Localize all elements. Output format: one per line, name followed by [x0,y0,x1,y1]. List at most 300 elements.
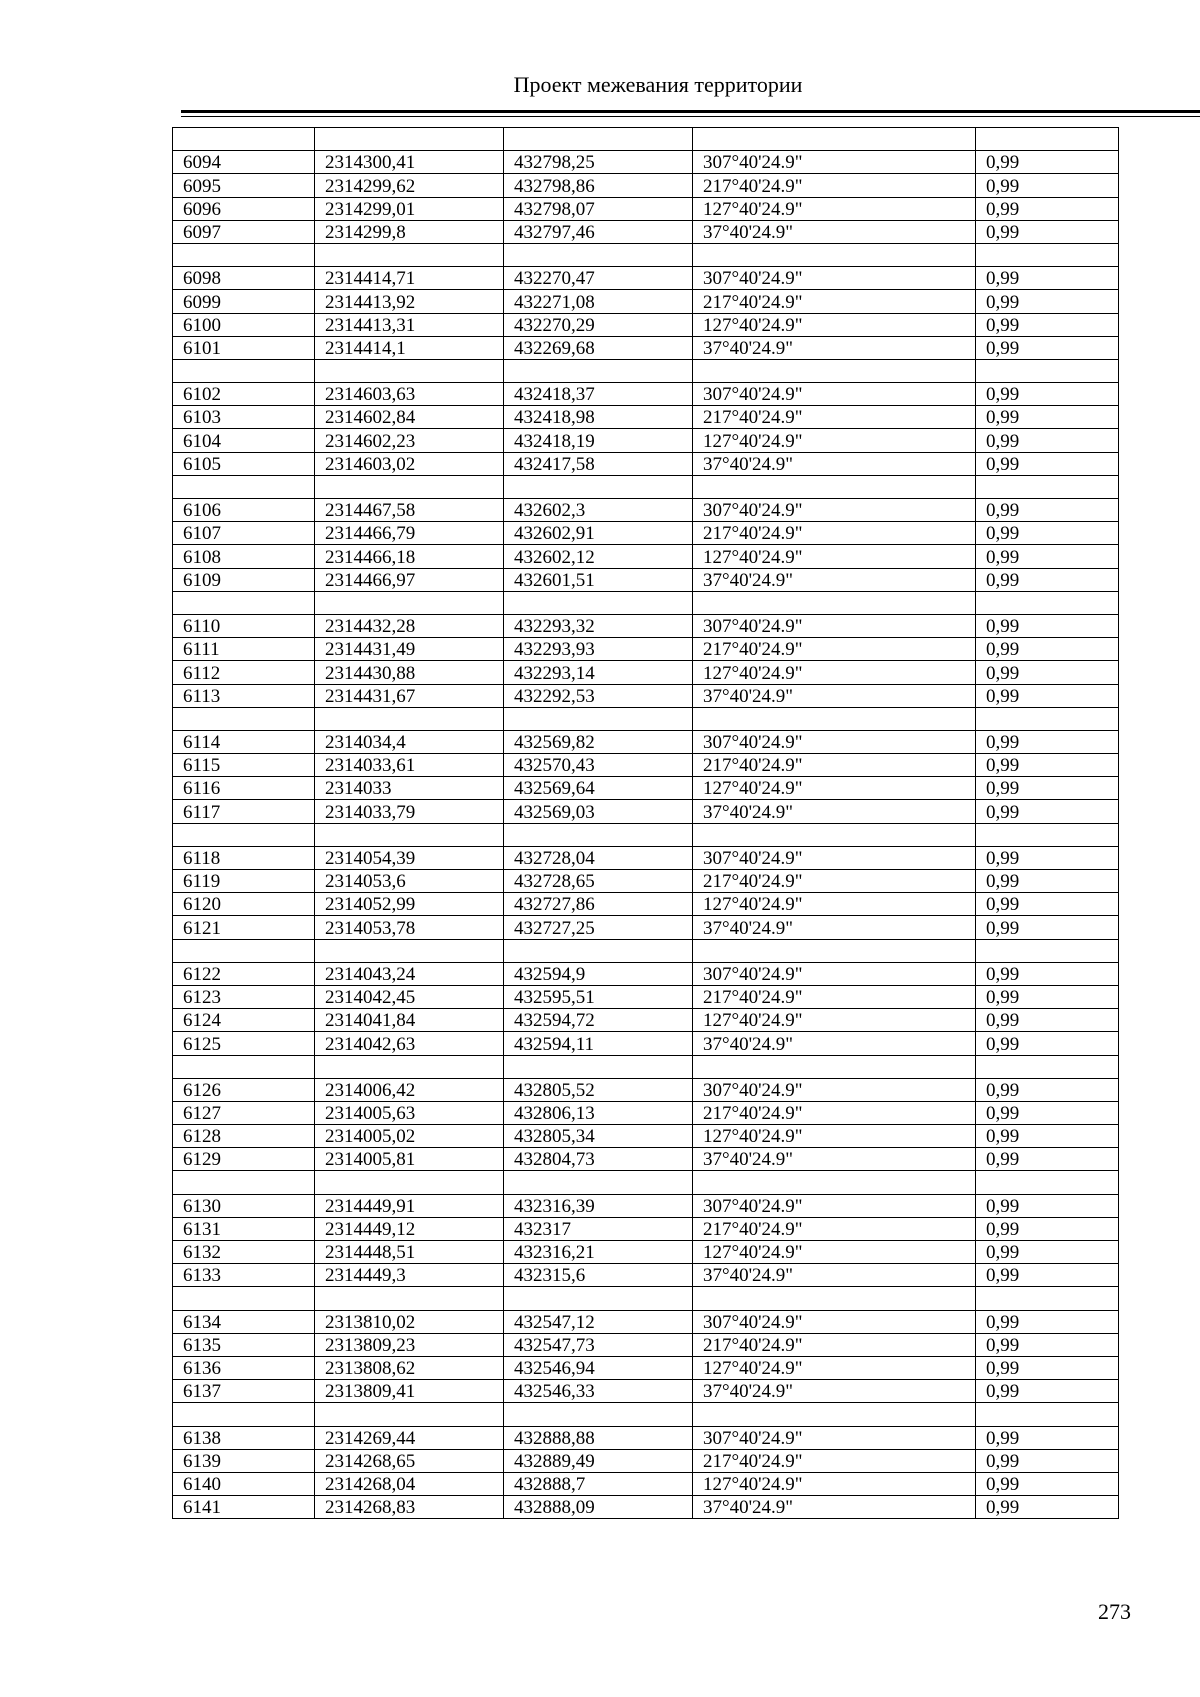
point-number-cell: 6119 [173,870,315,893]
x-coordinate-cell: 2314603,02 [315,452,504,475]
x-coordinate-cell: 2313808,62 [315,1356,504,1379]
empty-cell [315,359,504,382]
x-coordinate-cell: 2314042,63 [315,1032,504,1055]
y-coordinate-cell: 432798,07 [504,197,693,220]
table-row [173,730,1119,753]
direction-angle-cell: 127°40'24.9" [693,1472,976,1495]
empty-cell [976,707,1119,730]
empty-cell [504,243,693,266]
x-coordinate-cell: 2314268,83 [315,1496,504,1519]
x-coordinate-cell: 2313810,02 [315,1310,504,1333]
table-row [173,893,1119,916]
separator-row [173,243,1119,266]
table-row [173,800,1119,823]
table-row [173,846,1119,869]
empty-cell [693,823,976,846]
empty-cell [504,1171,693,1194]
empty-cell [173,1403,315,1426]
empty-cell [504,707,693,730]
length-cell: 0,99 [976,638,1119,661]
length-cell: 0,99 [976,1333,1119,1356]
length-cell: 0,99 [976,1449,1119,1472]
x-coordinate-cell: 2313809,41 [315,1380,504,1403]
point-number-cell: 6108 [173,545,315,568]
point-number-cell: 6114 [173,730,315,753]
point-number-cell: 6096 [173,197,315,220]
direction-angle-cell: 127°40'24.9" [693,661,976,684]
empty-cell [173,475,315,498]
direction-angle-cell: 217°40'24.9" [693,1217,976,1240]
separator-row [173,128,1119,151]
length-cell: 0,99 [976,870,1119,893]
point-number-cell: 6102 [173,383,315,406]
table-row [173,985,1119,1008]
point-number-cell: 6106 [173,499,315,522]
y-coordinate-cell: 432595,51 [504,985,693,1008]
direction-angle-cell: 307°40'24.9" [693,267,976,290]
y-coordinate-cell: 432569,03 [504,800,693,823]
empty-cell [976,1055,1119,1078]
y-coordinate-cell: 432417,58 [504,452,693,475]
x-coordinate-cell: 2314414,71 [315,267,504,290]
y-coordinate-cell: 432271,08 [504,290,693,313]
y-coordinate-cell: 432727,25 [504,916,693,939]
x-coordinate-cell: 2314449,91 [315,1194,504,1217]
length-cell: 0,99 [976,313,1119,336]
length-cell: 0,99 [976,1426,1119,1449]
x-coordinate-cell: 2314052,99 [315,893,504,916]
direction-angle-cell: 127°40'24.9" [693,313,976,336]
table-row [173,429,1119,452]
x-coordinate-cell: 2314299,62 [315,174,504,197]
y-coordinate-cell: 432798,25 [504,151,693,174]
table-row [173,1194,1119,1217]
header-rule-thick [181,110,1200,113]
length-cell: 0,99 [976,1078,1119,1101]
empty-cell [693,243,976,266]
direction-angle-cell: 37°40'24.9" [693,1032,976,1055]
table-row [173,522,1119,545]
direction-angle-cell: 127°40'24.9" [693,1241,976,1264]
length-cell: 0,99 [976,429,1119,452]
table-row [173,383,1119,406]
table-row [173,777,1119,800]
direction-angle-cell: 217°40'24.9" [693,638,976,661]
x-coordinate-cell: 2314269,44 [315,1426,504,1449]
y-coordinate-cell: 432418,98 [504,406,693,429]
y-coordinate-cell: 432602,91 [504,522,693,545]
empty-cell [173,1055,315,1078]
point-number-cell: 6135 [173,1333,315,1356]
length-cell: 0,99 [976,777,1119,800]
y-coordinate-cell: 432594,11 [504,1032,693,1055]
point-number-cell: 6128 [173,1125,315,1148]
direction-angle-cell: 217°40'24.9" [693,985,976,1008]
empty-cell [693,359,976,382]
x-coordinate-cell: 2314033 [315,777,504,800]
table-row [173,151,1119,174]
point-number-cell: 6137 [173,1380,315,1403]
length-cell: 0,99 [976,893,1119,916]
empty-cell [976,128,1119,151]
direction-angle-cell: 307°40'24.9" [693,1078,976,1101]
direction-angle-cell: 37°40'24.9" [693,1496,976,1519]
y-coordinate-cell: 432293,14 [504,661,693,684]
x-coordinate-cell: 2314005,02 [315,1125,504,1148]
empty-cell [693,1287,976,1310]
y-coordinate-cell: 432594,9 [504,962,693,985]
length-cell: 0,99 [976,1032,1119,1055]
direction-angle-cell: 127°40'24.9" [693,893,976,916]
x-coordinate-cell: 2314053,6 [315,870,504,893]
direction-angle-cell: 217°40'24.9" [693,1333,976,1356]
direction-angle-cell: 127°40'24.9" [693,1009,976,1032]
table-row [173,406,1119,429]
length-cell: 0,99 [976,1356,1119,1379]
length-cell: 0,99 [976,1217,1119,1240]
empty-cell [504,591,693,614]
empty-cell [504,359,693,382]
table-row [173,452,1119,475]
y-coordinate-cell: 432570,43 [504,754,693,777]
x-coordinate-cell: 2314603,63 [315,383,504,406]
table-row [173,1125,1119,1148]
table-row [173,197,1119,220]
y-coordinate-cell: 432569,82 [504,730,693,753]
length-cell: 0,99 [976,522,1119,545]
direction-angle-cell: 307°40'24.9" [693,1310,976,1333]
length-cell: 0,99 [976,1264,1119,1287]
length-cell: 0,99 [976,406,1119,429]
length-cell: 0,99 [976,220,1119,243]
x-coordinate-cell: 2314043,24 [315,962,504,985]
length-cell: 0,99 [976,1148,1119,1171]
empty-cell [315,128,504,151]
empty-cell [315,475,504,498]
empty-cell [976,475,1119,498]
direction-angle-cell: 217°40'24.9" [693,290,976,313]
empty-cell [504,823,693,846]
x-coordinate-cell: 2314005,63 [315,1101,504,1124]
point-number-cell: 6132 [173,1241,315,1264]
y-coordinate-cell: 432888,09 [504,1496,693,1519]
y-coordinate-cell: 432316,39 [504,1194,693,1217]
point-number-cell: 6123 [173,985,315,1008]
table-row [173,1449,1119,1472]
x-coordinate-cell: 2314448,51 [315,1241,504,1264]
x-coordinate-cell: 2314006,42 [315,1078,504,1101]
direction-angle-cell: 217°40'24.9" [693,1101,976,1124]
length-cell: 0,99 [976,151,1119,174]
direction-angle-cell: 37°40'24.9" [693,568,976,591]
empty-cell [315,243,504,266]
length-cell: 0,99 [976,267,1119,290]
y-coordinate-cell: 432292,53 [504,684,693,707]
direction-angle-cell: 37°40'24.9" [693,1380,976,1403]
empty-cell [173,243,315,266]
point-number-cell: 6107 [173,522,315,545]
table-row [173,1426,1119,1449]
direction-angle-cell: 307°40'24.9" [693,1426,976,1449]
point-number-cell: 6139 [173,1449,315,1472]
table-row [173,1032,1119,1055]
length-cell: 0,99 [976,614,1119,637]
point-number-cell: 6138 [173,1426,315,1449]
x-coordinate-cell: 2314467,58 [315,499,504,522]
empty-cell [693,1171,976,1194]
x-coordinate-cell: 2314602,23 [315,429,504,452]
x-coordinate-cell: 2314602,84 [315,406,504,429]
y-coordinate-cell: 432546,33 [504,1380,693,1403]
empty-cell [693,939,976,962]
y-coordinate-cell: 432805,34 [504,1125,693,1148]
x-coordinate-cell: 2314431,49 [315,638,504,661]
table-row [173,684,1119,707]
table-row [173,1380,1119,1403]
empty-cell [976,823,1119,846]
length-cell: 0,99 [976,336,1119,359]
point-number-cell: 6129 [173,1148,315,1171]
length-cell: 0,99 [976,545,1119,568]
direction-angle-cell: 127°40'24.9" [693,777,976,800]
direction-angle-cell: 127°40'24.9" [693,545,976,568]
y-coordinate-cell: 432728,04 [504,846,693,869]
empty-cell [504,1287,693,1310]
direction-angle-cell: 37°40'24.9" [693,452,976,475]
empty-cell [693,475,976,498]
page-title: Проект межевания территории [513,72,803,97]
direction-angle-cell: 37°40'24.9" [693,1148,976,1171]
direction-angle-cell: 307°40'24.9" [693,730,976,753]
point-number-cell: 6121 [173,916,315,939]
separator-row [173,1171,1119,1194]
point-number-cell: 6113 [173,684,315,707]
length-cell: 0,99 [976,1194,1119,1217]
point-number-cell: 6109 [173,568,315,591]
empty-cell [173,591,315,614]
point-number-cell: 6094 [173,151,315,174]
empty-cell [315,591,504,614]
empty-cell [173,1171,315,1194]
x-coordinate-cell: 2314033,79 [315,800,504,823]
table-row [173,1078,1119,1101]
table-row [173,870,1119,893]
table-row [173,267,1119,290]
x-coordinate-cell: 2314034,4 [315,730,504,753]
table-row [173,1310,1119,1333]
table-row [173,1101,1119,1124]
table-row [173,614,1119,637]
y-coordinate-cell: 432805,52 [504,1078,693,1101]
x-coordinate-cell: 2314268,04 [315,1472,504,1495]
table-row [173,1148,1119,1171]
x-coordinate-cell: 2314041,84 [315,1009,504,1032]
separator-row [173,475,1119,498]
y-coordinate-cell: 432418,19 [504,429,693,452]
separator-row [173,591,1119,614]
empty-cell [504,1055,693,1078]
point-number-cell: 6117 [173,800,315,823]
separator-row [173,707,1119,730]
empty-cell [693,591,976,614]
point-number-cell: 6136 [173,1356,315,1379]
y-coordinate-cell: 432728,65 [504,870,693,893]
y-coordinate-cell: 432547,12 [504,1310,693,1333]
separator-row [173,1055,1119,1078]
length-cell: 0,99 [976,800,1119,823]
separator-row [173,939,1119,962]
y-coordinate-cell: 432602,12 [504,545,693,568]
empty-cell [315,1171,504,1194]
length-cell: 0,99 [976,452,1119,475]
table-row [173,220,1119,243]
point-number-cell: 6127 [173,1101,315,1124]
table-row [173,1241,1119,1264]
table-row [173,661,1119,684]
direction-angle-cell: 37°40'24.9" [693,220,976,243]
point-number-cell: 6122 [173,962,315,985]
empty-cell [504,939,693,962]
table-row [173,290,1119,313]
direction-angle-cell: 307°40'24.9" [693,614,976,637]
empty-cell [504,1403,693,1426]
x-coordinate-cell: 2314054,39 [315,846,504,869]
length-cell: 0,99 [976,754,1119,777]
point-number-cell: 6130 [173,1194,315,1217]
empty-cell [173,939,315,962]
direction-angle-cell: 307°40'24.9" [693,962,976,985]
direction-angle-cell: 37°40'24.9" [693,916,976,939]
y-coordinate-cell: 432315,6 [504,1264,693,1287]
direction-angle-cell: 37°40'24.9" [693,336,976,359]
point-number-cell: 6141 [173,1496,315,1519]
y-coordinate-cell: 432798,86 [504,174,693,197]
y-coordinate-cell: 432316,21 [504,1241,693,1264]
length-cell: 0,99 [976,290,1119,313]
table-row [173,499,1119,522]
point-number-cell: 6118 [173,846,315,869]
y-coordinate-cell: 432602,3 [504,499,693,522]
direction-angle-cell: 217°40'24.9" [693,870,976,893]
y-coordinate-cell: 432601,51 [504,568,693,591]
table-row [173,336,1119,359]
page-number: 273 [1098,1599,1131,1624]
length-cell: 0,99 [976,1380,1119,1403]
point-number-cell: 6097 [173,220,315,243]
length-cell: 0,99 [976,1101,1119,1124]
direction-angle-cell: 307°40'24.9" [693,499,976,522]
empty-cell [173,823,315,846]
x-coordinate-cell: 2314033,61 [315,754,504,777]
coordinates-table-body [173,128,1119,1519]
y-coordinate-cell: 432594,72 [504,1009,693,1032]
length-cell: 0,99 [976,1009,1119,1032]
direction-angle-cell: 307°40'24.9" [693,846,976,869]
length-cell: 0,99 [976,1241,1119,1264]
empty-cell [976,591,1119,614]
table-row [173,313,1119,336]
empty-cell [173,707,315,730]
x-coordinate-cell: 2314413,92 [315,290,504,313]
y-coordinate-cell: 432317 [504,1217,693,1240]
empty-cell [504,128,693,151]
empty-cell [315,707,504,730]
point-number-cell: 6100 [173,313,315,336]
direction-angle-cell: 217°40'24.9" [693,406,976,429]
point-number-cell: 6101 [173,336,315,359]
x-coordinate-cell: 2314053,78 [315,916,504,939]
direction-angle-cell: 127°40'24.9" [693,197,976,220]
table-row [173,545,1119,568]
table-row [173,638,1119,661]
point-number-cell: 6098 [173,267,315,290]
y-coordinate-cell: 432806,13 [504,1101,693,1124]
x-coordinate-cell: 2314466,18 [315,545,504,568]
point-number-cell: 6105 [173,452,315,475]
direction-angle-cell: 217°40'24.9" [693,1449,976,1472]
length-cell: 0,99 [976,383,1119,406]
point-number-cell: 6126 [173,1078,315,1101]
y-coordinate-cell: 432270,47 [504,267,693,290]
x-coordinate-cell: 2314466,79 [315,522,504,545]
y-coordinate-cell: 432797,46 [504,220,693,243]
x-coordinate-cell: 2314300,41 [315,151,504,174]
direction-angle-cell: 127°40'24.9" [693,429,976,452]
empty-cell [315,823,504,846]
point-number-cell: 6125 [173,1032,315,1055]
x-coordinate-cell: 2314430,88 [315,661,504,684]
length-cell: 0,99 [976,174,1119,197]
y-coordinate-cell: 432418,37 [504,383,693,406]
empty-cell [976,243,1119,266]
point-number-cell: 6104 [173,429,315,452]
empty-cell [173,1287,315,1310]
length-cell: 0,99 [976,1496,1119,1519]
table-row [173,1333,1119,1356]
point-number-cell: 6120 [173,893,315,916]
x-coordinate-cell: 2314005,81 [315,1148,504,1171]
direction-angle-cell: 217°40'24.9" [693,174,976,197]
table-row [173,174,1119,197]
y-coordinate-cell: 432546,94 [504,1356,693,1379]
point-number-cell: 6131 [173,1217,315,1240]
point-number-cell: 6112 [173,661,315,684]
table-row [173,1356,1119,1379]
point-number-cell: 6095 [173,174,315,197]
point-number-cell: 6111 [173,638,315,661]
length-cell: 0,99 [976,568,1119,591]
length-cell: 0,99 [976,846,1119,869]
length-cell: 0,99 [976,684,1119,707]
direction-angle-cell: 307°40'24.9" [693,383,976,406]
direction-angle-cell: 127°40'24.9" [693,1125,976,1148]
y-coordinate-cell: 432888,88 [504,1426,693,1449]
table-row [173,1264,1119,1287]
empty-cell [976,1403,1119,1426]
empty-cell [693,707,976,730]
length-cell: 0,99 [976,985,1119,1008]
length-cell: 0,99 [976,1125,1119,1148]
empty-cell [976,1171,1119,1194]
point-number-cell: 6140 [173,1472,315,1495]
x-coordinate-cell: 2314042,45 [315,985,504,1008]
length-cell: 0,99 [976,916,1119,939]
empty-cell [504,475,693,498]
direction-angle-cell: 127°40'24.9" [693,1356,976,1379]
table-row [173,916,1119,939]
table-row [173,1009,1119,1032]
y-coordinate-cell: 432888,7 [504,1472,693,1495]
